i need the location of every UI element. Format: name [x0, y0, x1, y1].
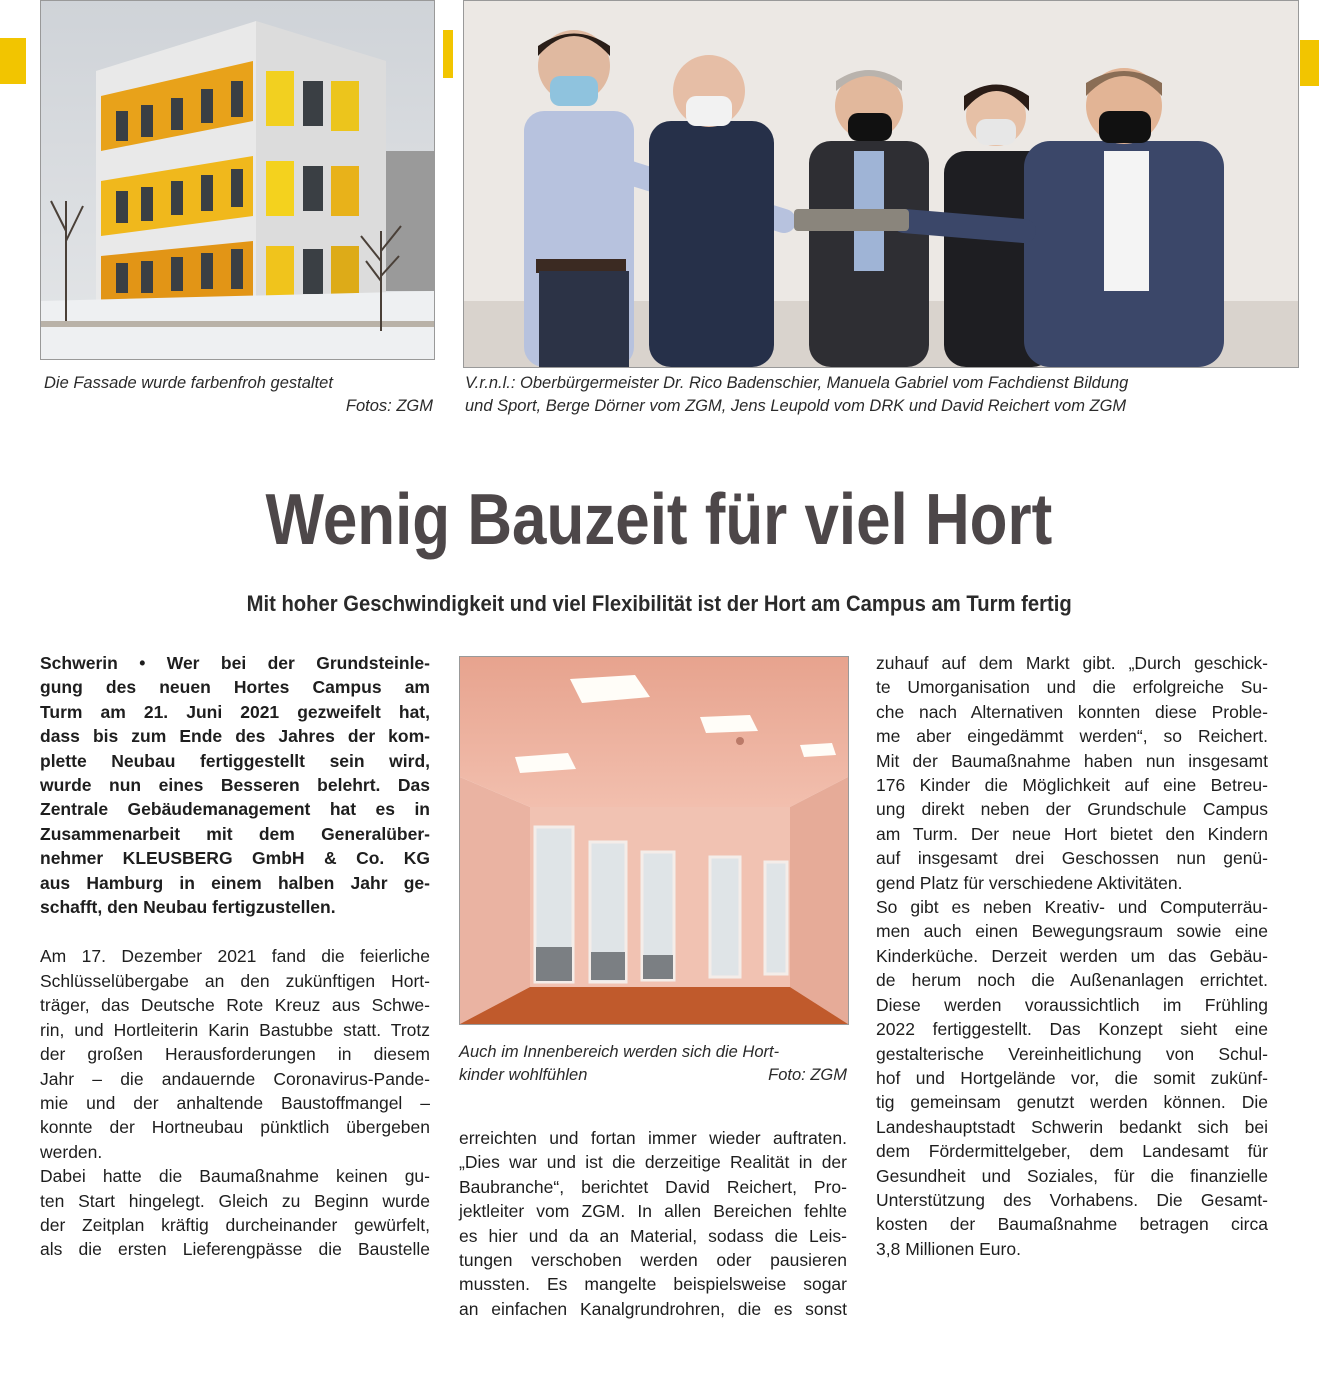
left-yellow-tab — [0, 38, 26, 84]
column-1 — [40, 651, 430, 1262]
text-line: am Turm. Der neue Hort bietet den Kindern — [876, 823, 1268, 844]
text-line: als die ersten Lieferengpässe die Baustelle — [40, 1239, 430, 1260]
interior-caption-line-1: Auch im Innenbereich werden sich die Hort- — [459, 1043, 780, 1061]
text-line: erreichten und fortan immer wieder auftraten. — [459, 1128, 847, 1148]
text-line: Landeshauptstadt Schwerin bedankt sich bei — [876, 1116, 1268, 1137]
text-line: men auch einen Bewegungsraum sowie eine — [876, 921, 1268, 942]
group-caption-line-2: und Sport, Berge Dörner vom ZGM, Jens Leupold vom DRK und David Reichert vom ZGM — [465, 397, 1127, 415]
text-line: Zentrale Gebäudemanagement hat es in — [40, 799, 430, 820]
text-line: wurde nun eines Besseren belehrt. Das — [40, 775, 430, 796]
text-line: Turm am 21. Juni 2021 gezweifelt hat, — [40, 701, 430, 722]
text-line: werden. — [40, 1141, 103, 1162]
column-3 — [876, 651, 1268, 1261]
text-line: gend Platz für verschiedene Aktivitäten. — [876, 872, 1183, 893]
column-3-paragraph-1 — [876, 651, 1268, 895]
text-line: hof und Hortgelände vor, die somit zukünf- — [876, 1067, 1268, 1088]
text-line: jektleiter vom ZGM. In allen Bereichen fehlte — [459, 1201, 847, 1222]
facade-photo — [40, 0, 435, 360]
facade-photo-credit: Fotos: ZGM — [345, 397, 433, 415]
text-line: te Umorganisation und die erfolgreiche Su- — [876, 677, 1268, 698]
headline: Wenig Bauzeit für viel Hort — [265, 480, 1053, 560]
text-line: Am 17. Dezember 2021 fand die feierliche — [40, 946, 430, 967]
interior-photo-credit: Foto: ZGM — [768, 1066, 847, 1084]
right-yellow-tab — [1300, 40, 1319, 86]
text-line: träger, das Deutsche Rote Kreuz aus Schwe- — [40, 995, 430, 1016]
text-line: 2022 fertiggestellt. Das Konzept sieht eine — [876, 1019, 1268, 1040]
text-line: aus Hamburg in einem halben Jahr ge- — [40, 872, 430, 893]
text-line: Baubranche“, berichtet David Reichert, Pro- — [459, 1176, 847, 1197]
text-line: nehmer KLEUSBERG GmbH & Co. KG — [40, 848, 430, 869]
text-line: Schwerin • Wer bei der Grundsteinle- — [40, 653, 430, 673]
text-line: schafft, den Neubau fertigzustellen. — [40, 897, 336, 918]
text-line: gung des neuen Hortes Campus am — [40, 677, 430, 698]
lead-paragraph — [40, 651, 430, 919]
text-line: an einfachen Kanalgrundrohren, die es sonst — [459, 1298, 847, 1319]
text-line: Zusammenarbeit mit dem Generalüber- — [40, 823, 430, 844]
interior-photo — [459, 656, 849, 1025]
group-photo — [463, 0, 1299, 368]
text-line: me aber eingedämmt werden“, so Reichert. — [876, 726, 1268, 747]
column-2 — [459, 1126, 847, 1321]
text-line: rin, und Hortleiterin Karin Bastubbe statt. Trotz — [40, 1019, 430, 1040]
text-line: der Zeitplan kräftig durcheinander gewürfelt, — [40, 1214, 430, 1235]
text-line: zuhauf auf dem Markt gibt. „Durch geschick- — [876, 653, 1268, 673]
text-line: Unterstützung des Vorhabens. Die Gesamt- — [876, 1189, 1268, 1210]
paragraph-2 — [40, 1164, 430, 1262]
interior-caption-line-2: kinder wohlfühlen — [459, 1066, 588, 1084]
text-line: dem Fördermittelgeber, dem Landesamt für — [876, 1141, 1268, 1162]
paragraph-1 — [40, 944, 430, 1164]
group-caption — [465, 372, 1295, 418]
text-line: tig gemeinsam genutzt werden können. Die — [876, 1092, 1268, 1113]
facade-caption-text: Die Fassade wurde farbenfroh gestaltet — [44, 374, 333, 392]
column-2-paragraph — [459, 1126, 847, 1321]
text-line: mie und der anhaltende Baustoffmangel – — [40, 1092, 430, 1113]
text-line: tungen verschoben werden oder pausieren — [459, 1250, 847, 1271]
interior-caption-line-2-row — [459, 1064, 847, 1087]
text-line: Jahr – die andauernde Coronavirus-Pande- — [40, 1068, 430, 1089]
text-line: dass bis zum Ende des Jahres der kom- — [40, 726, 430, 747]
text-line: So gibt es neben Kreativ- und Computerräu- — [876, 897, 1268, 918]
text-line: 176 Kinder die Möglichkeit auf eine Betreu- — [876, 775, 1268, 796]
text-line: Dabei hatte die Baumaßnahme keinen gu- — [40, 1166, 430, 1187]
text-line: Schlüsselübergabe an den zukünftigen Hort- — [40, 970, 430, 991]
text-line: che nach Alternativen konnten diese Proble- — [876, 701, 1268, 722]
text-line: „Dies war und ist die derzeitige Realität in der — [459, 1152, 847, 1173]
text-line: ten Start hingelegt. Gleich zu Beginn wurde — [40, 1190, 430, 1211]
subheadline: Mit hoher Geschwindigkeit und viel Flexibilität ist der Hort am Campus am Turm fertig — [246, 591, 1072, 616]
text-line: kosten der Baumaßnahme betragen circa — [876, 1214, 1268, 1235]
text-line: Kinderküche. Derzeit werden um das Gebäu- — [876, 945, 1268, 966]
text-line: konnte der Hortneubau pünktlich übergeben — [40, 1117, 430, 1138]
text-line: gestalterische Vereinheitlichung von Schul- — [876, 1043, 1268, 1064]
column-3-paragraph-2 — [876, 895, 1268, 1261]
text-line: 3,8 Millionen Euro. — [876, 1238, 1021, 1259]
middle-yellow-tab — [443, 30, 453, 78]
text-line: Mit der Baumaßnahme haben nun insgesamt — [876, 750, 1268, 771]
text-line: Diese werden voraussichtlich im Frühling — [876, 994, 1268, 1015]
text-line: de herum noch die Außenanlagen errichtet. — [876, 970, 1268, 991]
text-line: auf insgesamt drei Geschossen nun genü- — [876, 848, 1268, 869]
text-line: mussten. Es mangelte beispielsweise sogar — [459, 1274, 847, 1295]
text-line: Gesundheit und Soziales, für die finanzielle — [876, 1165, 1268, 1186]
text-line: der großen Herausforderungen in diesem — [40, 1044, 430, 1065]
text-line: plette Neubau fertiggestellt sein wird, — [40, 750, 430, 771]
group-caption-line-1: V.r.n.l.: Oberbürgermeister Dr. Rico Badenschier, Manuela Gabriel vom Fachdienst Bildung — [465, 374, 1129, 392]
interior-caption — [459, 1041, 847, 1087]
text-line: es hier und da an Material, sodass die Leis- — [459, 1225, 847, 1246]
facade-caption — [44, 372, 433, 418]
text-line: ung direkt neben der Grundschule Campus — [876, 799, 1268, 820]
